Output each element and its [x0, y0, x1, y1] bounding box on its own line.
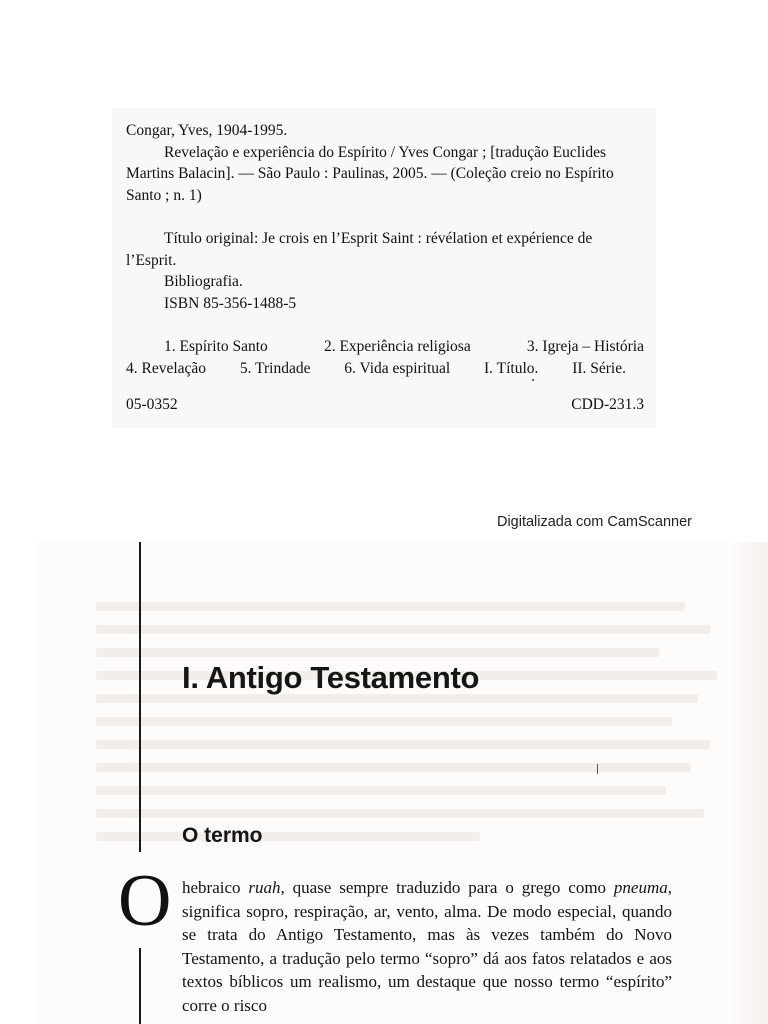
subjects-line-1: [126, 336, 644, 358]
author-line: Congar, Yves, 1904-1995.: [126, 122, 288, 139]
subjects-line-2: [126, 358, 626, 380]
section-title: O termo: [182, 824, 263, 847]
catalog-footer: [126, 394, 644, 416]
title-block: Revelação e experiência do Espírito / Yves Congar ; [tradução Euclides Martins Balacin]. — São Paulo : Paulinas, 2005. — (Coleção creio no Espírito Santo ; n. 1): [126, 143, 614, 204]
book-page: [36, 542, 768, 1024]
subject-item: 6. Vida espiritual: [344, 359, 451, 377]
isbn: ISBN 85-356-1488-5: [164, 294, 297, 312]
cdd-code: CDD-231.3: [571, 396, 644, 413]
italic-term: ruah: [248, 878, 281, 897]
bibliography-note: Bibliografia.: [164, 273, 243, 290]
italic-term: pneuma: [613, 878, 668, 897]
text-run: , significa sopro, respiração, ar, vento, alma. De modo especial, quando se trata do Antigo Testamento, mas às vezes também do Novo Testamento, a tradução pelo termo “sopro” dá aos fatos relatados e aos textos bíblicos um realismo, um destaque que nosso termo “espírito” corre o risco: [182, 878, 672, 1015]
catalog-card: [112, 108, 656, 428]
catalog-text: [126, 120, 644, 416]
subject-item: 4. Revelação: [126, 359, 207, 377]
bleed-through-text: [96, 602, 736, 855]
body-paragraph: [182, 876, 672, 1017]
subject-item: 2. Experiência religiosa: [323, 338, 471, 355]
margin-rule-lower: [139, 948, 141, 1024]
chapter-title: I. Antigo Testamento: [182, 660, 480, 695]
margin-rule: [139, 542, 141, 852]
original-title: Título original: Je crois en l’Esprit Saint : révélation et expérience de l’Esprit.: [126, 230, 593, 269]
subject-item: 5. Trindade: [239, 359, 311, 377]
subject-item: 1. Espírito Santo: [164, 338, 268, 355]
drop-cap: O: [118, 860, 172, 942]
scanner-caption: Digitalizada com CamScanner: [496, 514, 692, 530]
record-number: 05-0352: [126, 396, 178, 413]
subject-item: I. Título.: [484, 359, 539, 377]
subject-item: II. Série.: [572, 359, 626, 377]
text-run: hebraico: [182, 878, 249, 897]
scan-speck: [532, 379, 534, 381]
text-run: , quase sempre traduzido para o grego como: [280, 878, 614, 897]
page-edge-shadow: [728, 542, 768, 1024]
subject-item: 3. Igreja – História: [526, 338, 644, 355]
scan-mark: [597, 764, 598, 774]
